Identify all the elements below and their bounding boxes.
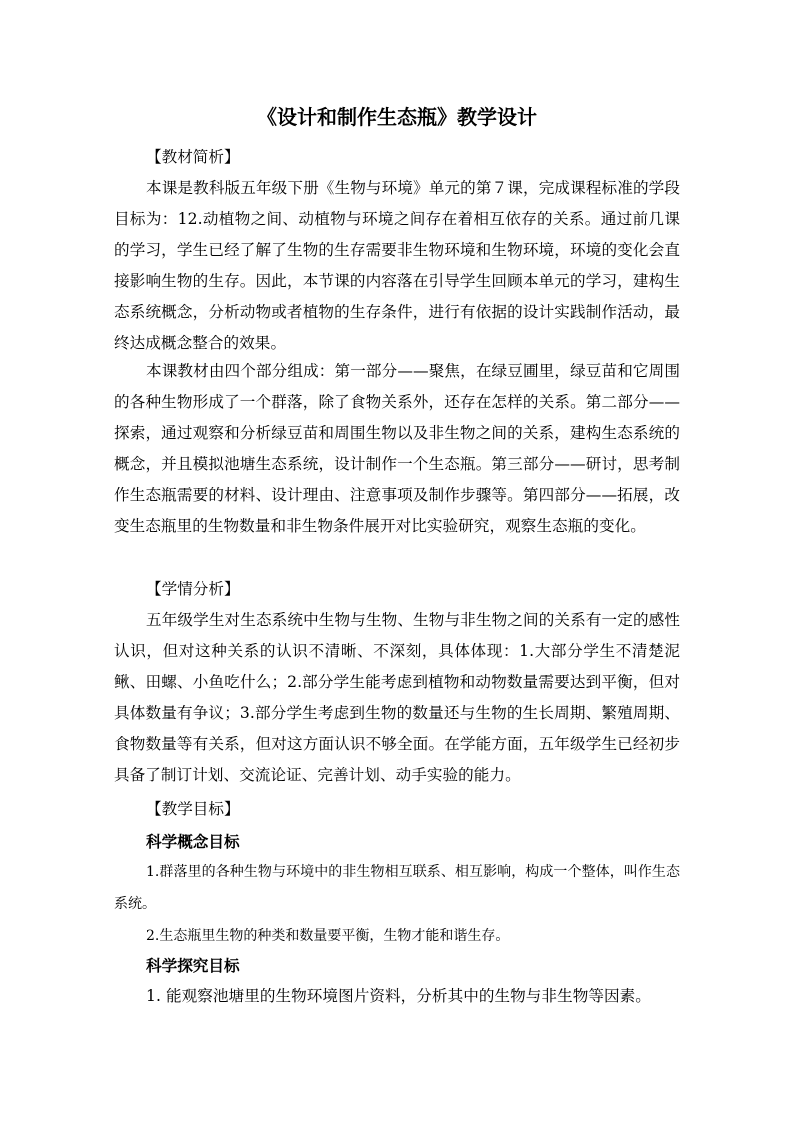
section-heading-students: 【学情分析】 xyxy=(146,580,240,598)
subheading-concept-goals: 科学概念目标 xyxy=(146,832,240,851)
paragraph-students-1: 五年级学生对生态系统中生物与生物、生物与非生物之间的关系有一定的感性认识，但对这种关系的认识不清晰、不深刻，具体体现：1.大部分学生不清楚泥鳅、田螺、小鱼吃什么；2.部分学生能考虑到植物和动物数量需要达到平衡，但对具体数量有争议；3.部分学生考虑到生物的数量还与生物的生长周期、繁殖周期、食物数量等有关系，但对这方面认识不够全面。在学能方面，五年级学生已经初步具备了制订计划、交流论证、完善计划、动手实验的能力。 xyxy=(114,611,680,784)
paragraph-textbook-1: 本课是教科版五年级下册《生物与环境》单元的第７课，完成课程标准的学段目标为：12.动植物之间、动植物与环境之间存在着相互依存的关系。通过前几课的学习，学生已经了解了生物的生存需要非生物环境和生物环境，环境的变化会直接影响生物的生存。因此，本节课的内容落在引导学生回顾本单元的学习，建构生态系统概念，分析动物或者植物的生存条件，进行有依据的设计实践制作活动，最终达成概念整合的效果。 xyxy=(114,179,680,352)
concept-goal-1: 1.群落里的各种生物与环境中的非生物相互联系、相互影响，构成一个整体，叫作生态系统。 xyxy=(114,864,680,912)
subheading-inquiry-goals: 科学探究目标 xyxy=(146,956,240,975)
section-heading-textbook: 【教材简析】 xyxy=(146,148,240,166)
inquiry-goal-1: 1. 能观察池塘里的生物环境图片资料，分析其中的生物与非生物等因素。 xyxy=(146,987,651,1005)
section-heading-goals: 【教学目标】 xyxy=(146,800,240,818)
paragraph-textbook-2: 本课教材由四个部分组成：第一部分——聚焦，在绿豆圃里，绿豆苗和它周围的各种生物形成了一个群落，除了食物关系外，还存在怎样的关系。第二部分——探索，通过观察和分析绿豆苗和周围生物以及非生物之间的关系，建构生态系统的概念，并且模拟池塘生态系统，设计制作一个生态瓶。第三部分——研讨，思考制作生态瓶需要的材料、设计理由、注意事项及制作步骤等。第四部分——拓展，改变生态瓶里的生物数量和非生物条件展开对比实验研究，观察生态瓶的变化。 xyxy=(114,362,680,535)
concept-goal-2: 2.生态瓶里生物的种类和数量要平衡，生物才能和谐生存。 xyxy=(146,928,510,944)
document-title: 《设计和制作生态瓶》教学设计 xyxy=(257,105,537,129)
